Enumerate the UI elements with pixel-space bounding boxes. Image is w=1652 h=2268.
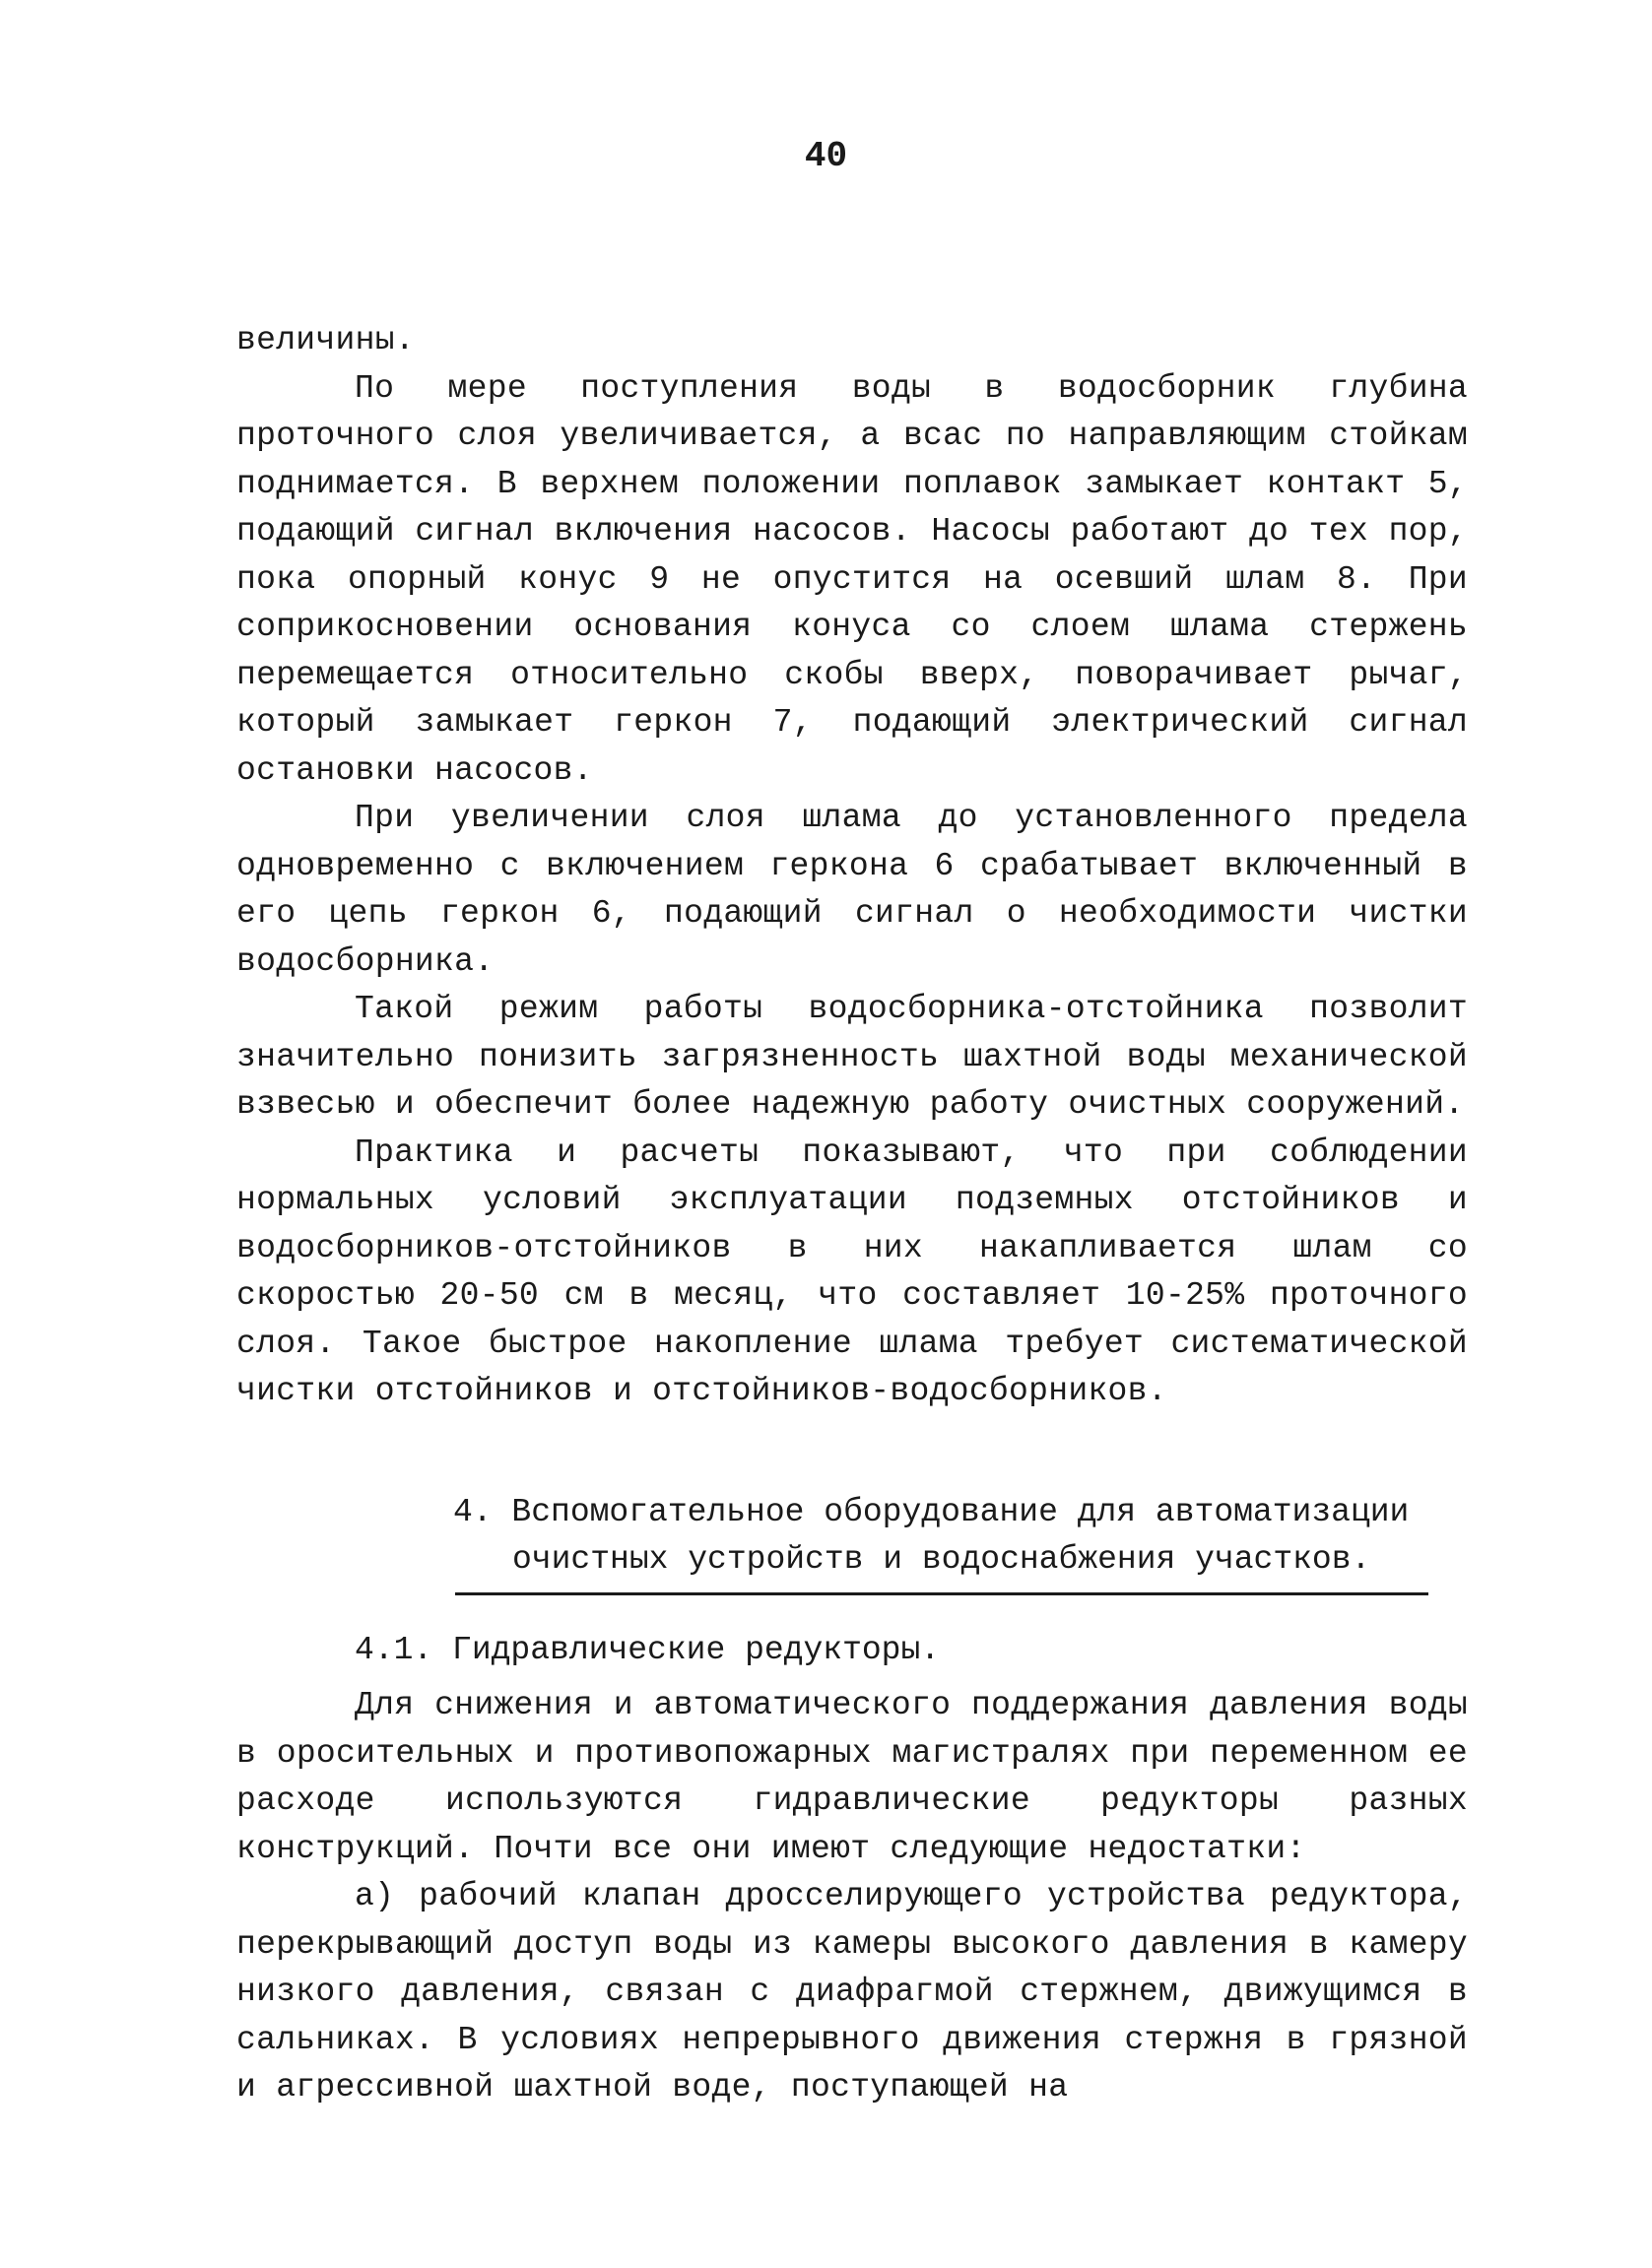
section-heading-line-2: очистных устройств и водоснабжения участков.	[512, 1541, 1371, 1578]
paragraph-sludge-limit: При увеличении слоя шлама до установленного предела одновременно с включением геркона 6 срабатывает включенный в его цепь геркон 6, подающий сигнал о необходимости чистки водосборника.	[236, 800, 1468, 980]
subsection-heading: 4.1. Гидравлические редукторы.	[355, 1632, 941, 1668]
page-number: 40	[804, 136, 848, 176]
paragraph-operating-mode: Такой режим работы водосборника-отстойника позволит значительно понизить загрязненность шахтной воды механической взвесью и обеспечит более надежную работу очистных сооружений.	[236, 991, 1468, 1123]
section-heading-underline	[455, 1592, 1428, 1595]
body-text-block-2	[236, 1682, 1468, 2112]
paragraph-continuation: величины.	[236, 322, 415, 358]
section-heading	[453, 1489, 1438, 1584]
paragraph-float-operation: По мере поступления воды в водосборник глубина проточного слоя увеличивается, а всас по направляющим стойкам поднимается. В верхнем положении поплавок замыкает контакт 5, подающий сигнал включения насосов. Насосы работают до тех пор, пока опорный конус 9 не опустится на осевший шлам 8. При соприкосновении основания конуса со слоем шлама стержень перемещается относительно скобы вверх, поворачивает рычаг, который замыкает геркон 7, подающий электрический сигнал остановки насосов.	[236, 369, 1468, 789]
section-heading-line-1: 4. Вспомогательное оборудование для автоматизации	[453, 1494, 1410, 1530]
paragraph-drawback-a: а) рабочий клапан дросселирующего устройства редуктора, перекрывающий доступ воды из камеры высокого давления в камеру низкого давления, связан с диафрагмой стержнем, движущимся в сальниках. В условиях непрерывного движения стержня в грязной и агрессивной шахтной воде, поступающей на	[236, 1878, 1468, 2106]
paragraph-reducers-intro: Для снижения и автоматического поддержания давления воды в оросительных и противопожарных магистралях при переменном ее расходе используются гидравлические редукторы разных конструкций. Почти все они имеют следующие недостатки:	[236, 1687, 1468, 1867]
paragraph-practice-calculations: Практика и расчеты показывают, что при соблюдении нормальных условий эксплуатации подземных отстойников и водосборников-отстойников в них накапливается шлам со скоростью 20-50 см в месяц, что составляет 10-25% проточного слоя. Такое быстрое накопление шлама требует систематической чистки отстойников и отстойников-водосборников.	[236, 1134, 1468, 1409]
body-text-block	[236, 317, 1468, 1416]
